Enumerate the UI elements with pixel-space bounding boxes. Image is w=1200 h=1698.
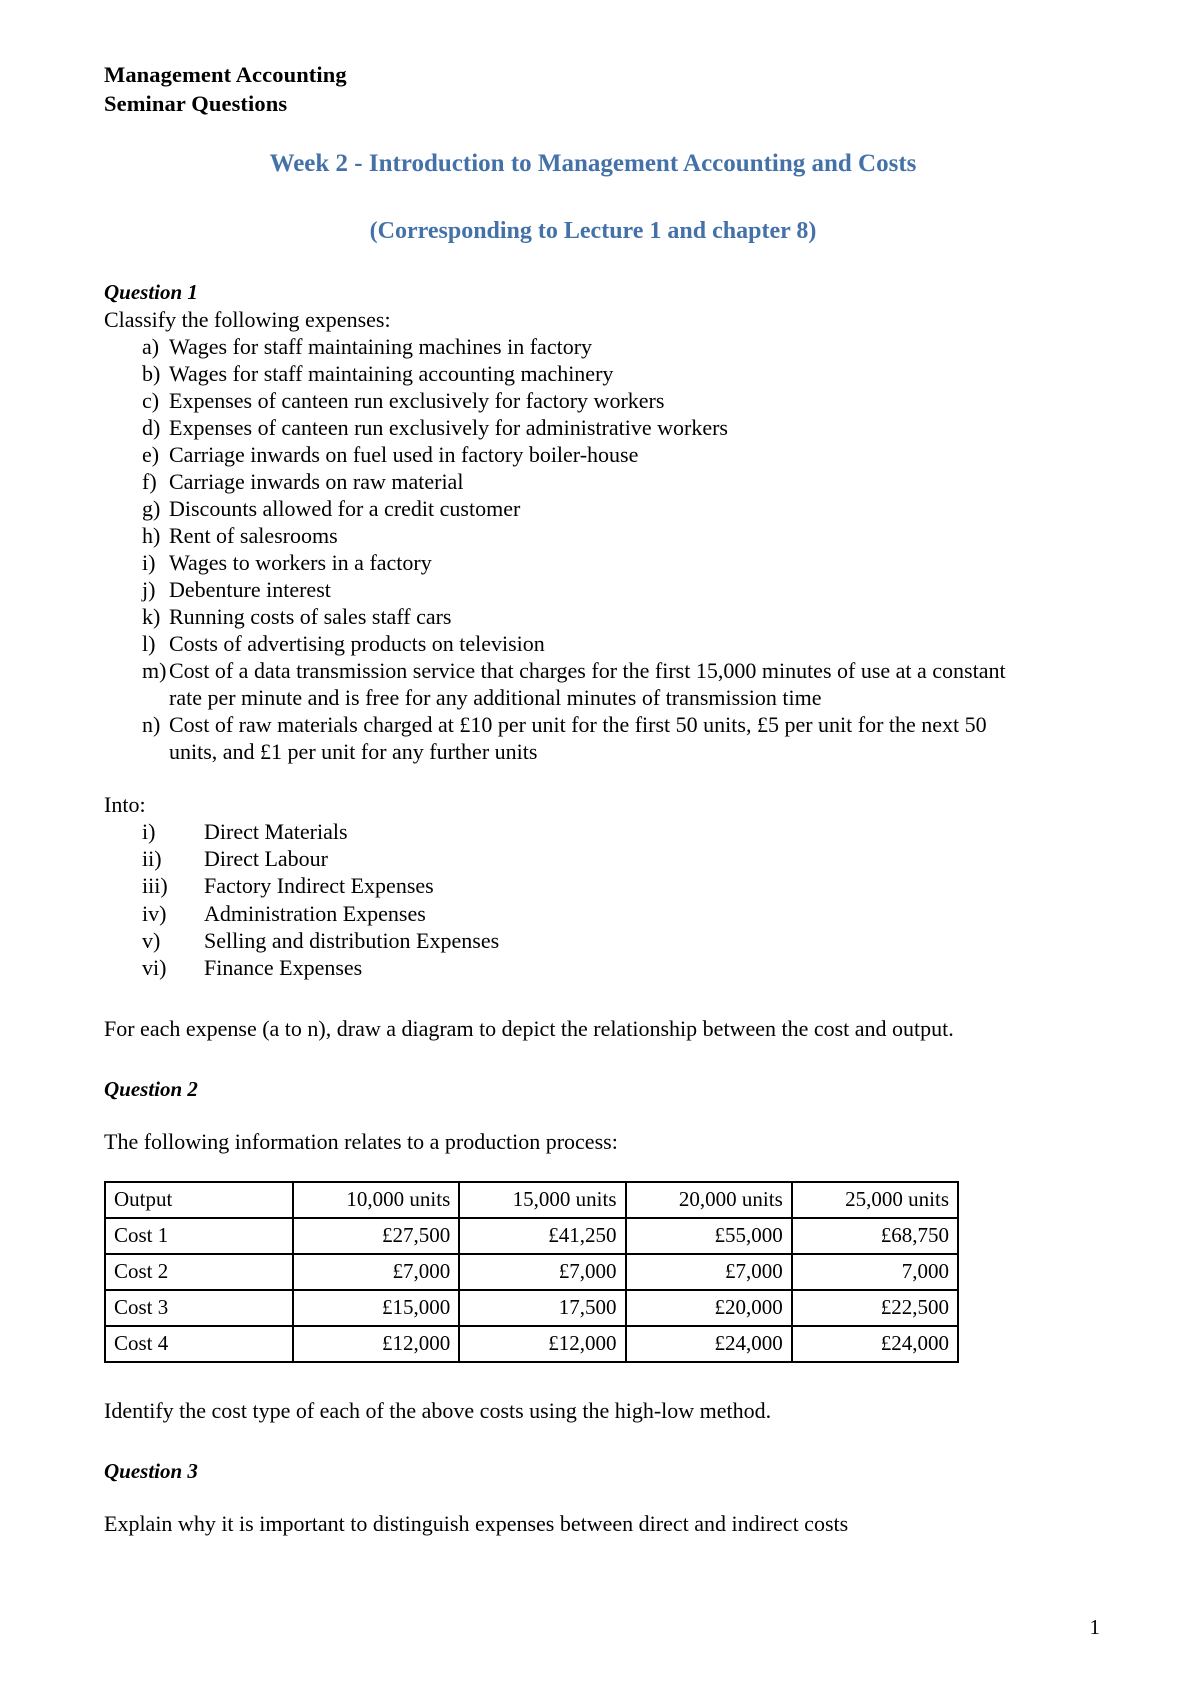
list-marker: l): [142, 631, 156, 657]
list-marker: iv): [142, 900, 167, 926]
list-item: [104, 872, 1100, 899]
list-item: [104, 954, 1100, 981]
list-item-text: Finance Expenses: [204, 954, 363, 980]
list-item-text: Expenses of canteen run exclusively for factory workers: [169, 387, 665, 413]
list-item-text: Rent of salesrooms: [169, 522, 338, 548]
list-item: [104, 441, 1100, 468]
list-item-text: Expenses of canteen run exclusively for administrative workers: [169, 414, 728, 440]
list-item-text: Direct Materials: [204, 819, 348, 845]
table-cell: £68,750: [792, 1218, 958, 1254]
table-cell: Cost 2: [105, 1254, 293, 1290]
list-item-text: Wages for staff maintaining machines in factory: [169, 333, 593, 359]
list-marker: j): [142, 577, 156, 603]
list-item-text: Cost of a data transmission service that charges for the first 15,000 minutes of use at a constant rate per minute and is free for any additional minutes of transmission time: [169, 658, 1006, 711]
table-cell: £7,000: [459, 1254, 625, 1290]
table-cell: 17,500: [459, 1290, 625, 1326]
list-item: [104, 900, 1100, 927]
list-marker: a): [142, 333, 160, 359]
list-item-text: Direct Labour: [204, 846, 328, 872]
table-cell: £24,000: [792, 1326, 958, 1362]
category-list: [104, 818, 1100, 980]
list-item: [104, 927, 1100, 954]
list-item: [104, 522, 1100, 549]
question-3-text: Explain why it is important to distinguish expenses between direct and indirect costs: [104, 1511, 849, 1537]
list-marker: e): [142, 441, 160, 467]
table-cell: 20,000 units: [626, 1182, 792, 1218]
table-row: [105, 1326, 958, 1362]
list-marker: f): [142, 468, 157, 494]
list-item: [104, 360, 1100, 387]
list-item-text: Selling and distribution Expenses: [204, 927, 500, 953]
question-2-intro: The following information relates to a production process:: [104, 1128, 618, 1154]
table-cell: £15,000: [293, 1290, 459, 1326]
list-item-text: Wages to workers in a factory: [169, 549, 432, 575]
table-cell: £20,000: [626, 1290, 792, 1326]
list-marker: d): [142, 414, 161, 440]
question-1-closing: For each expense (a to n), draw a diagram to depict the relationship between the cost and output.: [104, 1015, 954, 1041]
list-marker: m): [142, 658, 167, 684]
list-item-text: Costs of advertising products on television: [169, 631, 545, 657]
table-row-header: [105, 1182, 958, 1218]
list-marker: n): [142, 712, 161, 738]
table-cell: Cost 1: [105, 1218, 293, 1254]
table-cell: £27,500: [293, 1218, 459, 1254]
table-row: [105, 1254, 958, 1290]
list-item: [104, 657, 1100, 711]
question-1-intro: Classify the following expenses:: [104, 306, 391, 332]
table-cell: £22,500: [792, 1290, 958, 1326]
page-title: Week 2 - Introduction to Management Accounting and Costs: [269, 149, 917, 177]
header-line-course: Management Accounting: [104, 62, 347, 87]
list-item: [104, 603, 1100, 630]
table-cell: 15,000 units: [459, 1182, 625, 1218]
list-item: [104, 818, 1100, 845]
question-2-closing: Identify the cost type of each of the above costs using the high-low method.: [104, 1398, 772, 1424]
list-item: [104, 630, 1100, 657]
list-marker: vi): [142, 954, 167, 980]
list-item-text: Discounts allowed for a credit customer: [169, 495, 521, 521]
list-marker: g): [142, 495, 161, 521]
list-item: [104, 468, 1100, 495]
table-cell: £55,000: [626, 1218, 792, 1254]
list-item: [104, 414, 1100, 441]
table-cell: £24,000: [626, 1326, 792, 1362]
list-item-text: Administration Expenses: [204, 900, 426, 926]
table-cell: 10,000 units: [293, 1182, 459, 1218]
list-marker: i): [142, 549, 156, 575]
list-item-text: Debenture interest: [169, 577, 331, 603]
list-item-text: Carriage inwards on raw material: [169, 468, 464, 494]
list-marker: b): [142, 360, 161, 386]
table-cell: 7,000: [792, 1254, 958, 1290]
cost-table: [104, 1181, 959, 1363]
list-item: [104, 711, 1100, 765]
table-cell: Cost 4: [105, 1326, 293, 1362]
list-marker: v): [142, 927, 161, 953]
table-cell: £7,000: [293, 1254, 459, 1290]
list-item: [104, 333, 1100, 360]
list-marker: i): [142, 819, 156, 845]
list-item: [104, 549, 1100, 576]
table-cell: £12,000: [459, 1326, 625, 1362]
document-header: [104, 60, 1100, 119]
page-number: 1: [1089, 1615, 1100, 1639]
list-marker: ii): [142, 846, 162, 872]
table-cell: Cost 3: [105, 1290, 293, 1326]
into-label: Into:: [104, 792, 146, 818]
header-line-subtitle: Seminar Questions: [104, 91, 288, 117]
question-1-heading: Question 1: [104, 280, 198, 305]
list-marker: k): [142, 604, 161, 630]
table-row: [105, 1290, 958, 1326]
expense-list: [104, 333, 1100, 766]
question-2-heading: Question 2: [104, 1076, 198, 1101]
table-cell: Output: [105, 1182, 293, 1218]
table-cell: £41,250: [459, 1218, 625, 1254]
list-marker: h): [142, 522, 161, 548]
list-item: [104, 845, 1100, 872]
list-item: [104, 387, 1100, 414]
question-3-heading: Question 3: [104, 1459, 198, 1484]
page-subtitle: (Corresponding to Lecture 1 and chapter 8): [369, 217, 817, 244]
list-marker: c): [142, 387, 160, 413]
list-item-text: Wages for staff maintaining accounting machinery: [169, 360, 614, 386]
list-item-text: Carriage inwards on fuel used in factory boiler-house: [169, 441, 639, 467]
list-marker: iii): [142, 873, 168, 899]
table-cell: £12,000: [293, 1326, 459, 1362]
table-row: [105, 1218, 958, 1254]
table-cell: 25,000 units: [792, 1182, 958, 1218]
list-item: [104, 576, 1100, 603]
table-cell: £7,000: [626, 1254, 792, 1290]
list-item-text: Cost of raw materials charged at £10 per unit for the first 50 units, £5 per unit for the next 50 units, and £1 per unit for any further units: [169, 712, 987, 765]
list-item: [104, 495, 1100, 522]
list-item-text: Running costs of sales staff cars: [169, 604, 452, 630]
list-item-text: Factory Indirect Expenses: [204, 873, 434, 899]
